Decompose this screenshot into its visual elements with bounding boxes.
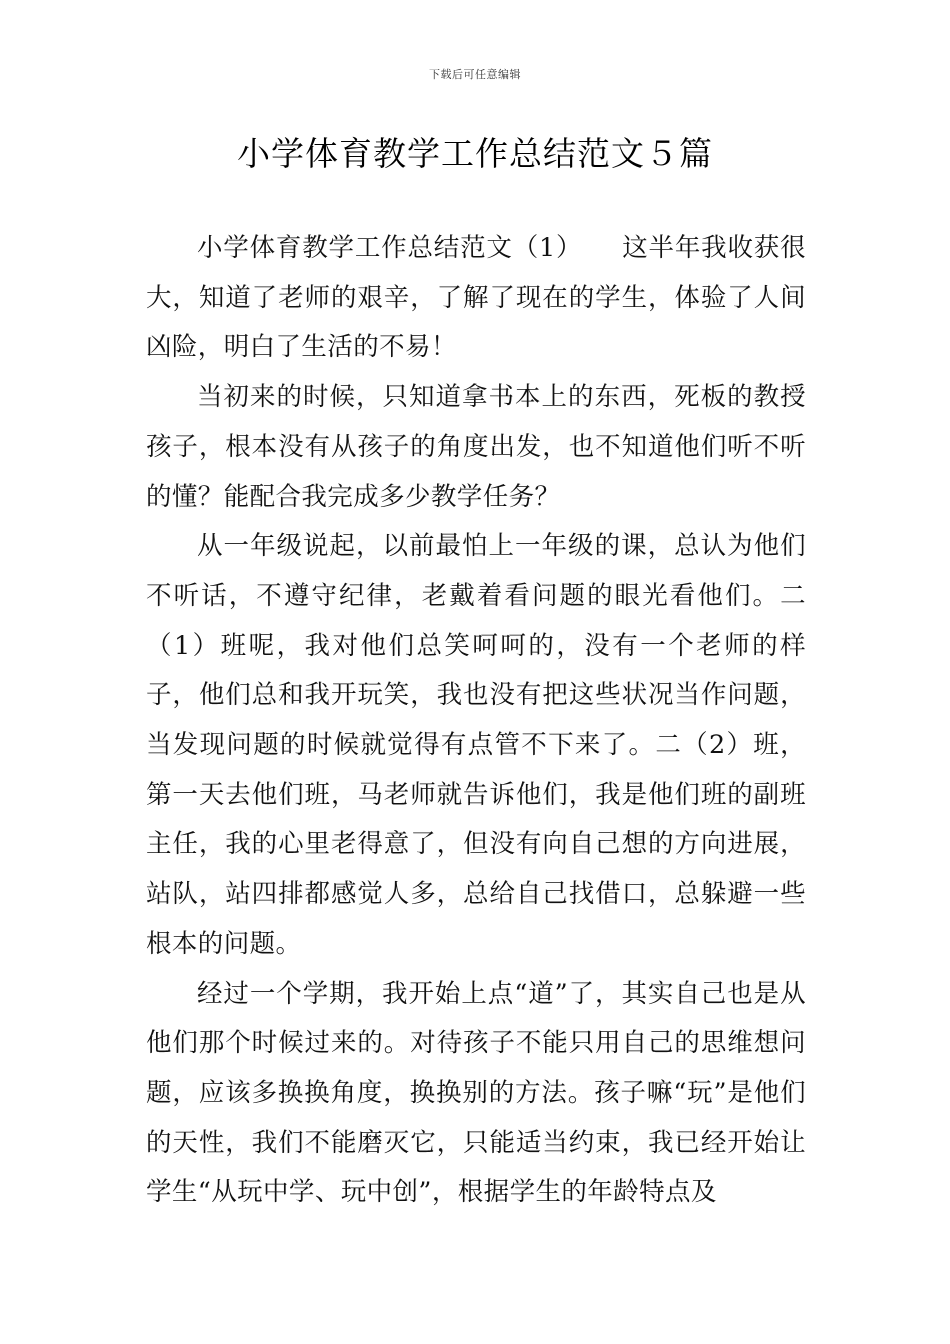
document-body [146,224,806,1218]
document-title: 小学体育教学工作总结范文５篇 [237,134,713,173]
header-note: 下载后可任意编辑 [429,68,521,81]
paragraph-1: 小学体育教学工作总结范文（1） 这半年我收获很大，知道了老师的艰辛，了解了现在的学生，体验了人间凶险，明白了生活的不易！ [146,233,806,363]
paragraph-4: 经过一个学期，我开始上点“道”了，其实自己也是从他们那个时候过来的。对待孩子不能只用自己的思维想问题，应该多换换角度，换换别的方法。孩子嘛“玩”是他们的天性，我们不能磨灭它，只能适当约束，我已经开始让学生“从玩中学、玩中创”，根据学生的年龄特点及 [146,978,806,1208]
paragraph-2: 当初来的时候，只知道拿书本上的东西，死板的教授孩子，根本没有从孩子的角度出发，也不知道他们听不听的懂？能配合我完成多少教学任务？ [146,382,806,512]
paragraph-3: 从一年级说起，以前最怕上一年级的课，总认为他们不听话，不遵守纪律，老戴着看问题的眼光看他们。二（1）班呢，我对他们总笑呵呵的，没有一个老师的样子，他们总和我开玩笑，我也没有把这些状况当作问题，当发现问题的时候就觉得有点管不下来了。二（2）班，第一天去他们班，马老师就告诉他们，我是他们班的副班主任，我的心里老得意了，但没有向自己想的方向进展，站队，站四排都感觉人多，总给自己找借口，总躲避一些根本的问题。 [146,531,806,959]
